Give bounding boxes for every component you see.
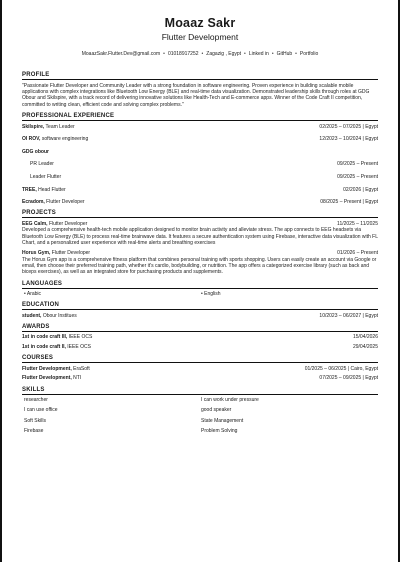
award-date: 15/04/2026 bbox=[352, 334, 378, 341]
location: Zagazig , Egypt bbox=[206, 51, 242, 57]
award-item bbox=[22, 334, 378, 340]
org-name: OI ROV, bbox=[22, 136, 41, 143]
bullet-separator: • bbox=[295, 51, 297, 57]
institution: Obour Institues bbox=[41, 312, 77, 319]
award-issuer: IEEE OCS bbox=[67, 334, 93, 341]
date-range: 12/2023 – 10/2024 | Egypt bbox=[319, 136, 378, 143]
skill-item: Firebase bbox=[24, 427, 44, 434]
skill-item: State Management bbox=[201, 417, 244, 424]
date-range: 08/2025 – Present | Egypt bbox=[320, 199, 378, 206]
experience-item bbox=[22, 136, 378, 142]
date-range: 02/2026 | Egypt bbox=[343, 186, 378, 193]
profile-summary: "Passionate Flutter Developer and Community Leader with a strong foundation in software engineering. Proven experience in building scalable mobile applications with complex integrations like Bluetooth Low Energy (BLE) and real-time data visualization. Demonstrated leadership skills through roles at GDG Obour and Skilspire, with a track record of delivering innovative solutions like Health-Tech and E-commerce apps. Winner of the Code Craft II competition, committed to writing clean, efficient code and solving complex problems." bbox=[22, 82, 370, 108]
job-role: software engineering bbox=[40, 136, 89, 143]
experience-item bbox=[22, 124, 378, 130]
project-description: The Horus Gym app is a comprehensive fitness platform that combines personal training with sports shopping. Users can easily create an account via Google or email, then choose their preferred training path, whether it's cardio, bodybuilding, or nutrition. The app offers a categorized exercise library (such as back and biceps exercises), as well as an integrated store for purchasing products and supplements. bbox=[22, 256, 377, 276]
contact-line bbox=[2, 51, 398, 57]
projects-section bbox=[22, 210, 378, 275]
skills-section bbox=[22, 387, 378, 434]
skills-list bbox=[22, 397, 378, 434]
job-role: PR Leader bbox=[30, 161, 54, 168]
phone-number: 01018917252 bbox=[167, 51, 199, 57]
email-link[interactable]: MoaazSakr.Flutter.Dev@gmail.com bbox=[81, 51, 161, 57]
date-range: 07/2025 – 09/2025 | Egypt bbox=[319, 375, 378, 382]
date-range: 01/2025 – 06/2025 | Cairo, Egypt bbox=[304, 365, 378, 372]
section-heading: LANGUAGES bbox=[22, 281, 378, 289]
bullet-separator: • bbox=[201, 51, 204, 57]
courses-section bbox=[22, 355, 378, 381]
date-range: 11/2025 – 11/2025 bbox=[337, 220, 378, 227]
degree: student, bbox=[22, 312, 42, 319]
project-role: Flutter Developer bbox=[50, 250, 91, 257]
skill-item: I can use office bbox=[24, 407, 58, 414]
project-role: Flutter Developer bbox=[47, 220, 88, 227]
profile-section bbox=[22, 72, 378, 108]
org-name: Ecradom, bbox=[22, 199, 45, 206]
linkedin-link[interactable]: Linked in bbox=[248, 51, 269, 57]
org-name: TREE, bbox=[22, 186, 37, 193]
award-name: 1st in code craft II, bbox=[22, 344, 66, 351]
job-role: Flutter Developer bbox=[44, 199, 85, 206]
skill-item: I can work under pressure bbox=[201, 397, 259, 404]
awards-section bbox=[22, 324, 378, 350]
portfolio-link[interactable]: Portfolio bbox=[299, 51, 319, 57]
resume-header bbox=[2, 0, 398, 57]
org-name: GDG obour bbox=[22, 148, 49, 155]
date-range: 09/2025 – Present bbox=[337, 161, 378, 168]
experience-subitem bbox=[22, 174, 378, 180]
course-item bbox=[22, 375, 378, 381]
language-list bbox=[22, 291, 378, 297]
section-heading: PROFILE bbox=[22, 72, 378, 80]
section-heading: AWARDS bbox=[22, 324, 378, 332]
project-description: Developed a comprehensive health-tech mobile application designed to monitor brain activity and alleviate stress. The app connects to EEG headsets via Bluetooth Low Energy (BLE) to process real-time brainwave data. It features a secure authentication system using Firebase, interactive data visualization with FL Chart, and a personalized user experience with real-time alerts and breathing exercises bbox=[22, 227, 378, 246]
course-name: Flutter Development, bbox=[22, 375, 72, 382]
skill-item: researcher bbox=[24, 397, 48, 404]
skill-item: Soft Skills bbox=[24, 417, 46, 424]
bullet-separator: • bbox=[271, 51, 274, 57]
education-section bbox=[22, 302, 378, 319]
org-name: Skilspire, bbox=[22, 123, 45, 130]
experience-item bbox=[22, 199, 378, 205]
experience-subitem bbox=[22, 161, 378, 167]
experience-item bbox=[22, 187, 378, 193]
skill-item: Problem Solving bbox=[201, 427, 238, 434]
bullet-separator: • bbox=[163, 51, 165, 57]
language-item: • English bbox=[201, 291, 221, 298]
date-range: 10/2023 – 06/2027 | Egypt bbox=[319, 312, 378, 319]
experience-section bbox=[22, 113, 378, 205]
job-role: Head Flutter bbox=[36, 186, 66, 193]
section-heading: PROJECTS bbox=[22, 210, 378, 218]
language-item: • Arabic bbox=[24, 291, 42, 298]
languages-section bbox=[22, 281, 378, 298]
candidate-name: Moaaz Sakr bbox=[164, 16, 236, 30]
section-heading: COURSES bbox=[22, 355, 378, 363]
job-role: Leader Flutter bbox=[30, 174, 62, 180]
date-range: 09/2025 – Present bbox=[337, 174, 378, 180]
project-name: Horus Gym, bbox=[22, 250, 51, 257]
date-range: 02/2025 – 07/2025 | Egypt bbox=[319, 123, 378, 130]
project-name: EEG Calm, bbox=[22, 220, 48, 227]
job-role: Team Leader bbox=[44, 123, 75, 130]
experience-item bbox=[22, 149, 378, 155]
github-link[interactable]: GitHub bbox=[276, 51, 293, 57]
skill-item: good speaker bbox=[201, 407, 232, 414]
bullet-separator: • bbox=[244, 51, 246, 57]
award-date: 29/04/2025 bbox=[352, 344, 378, 351]
date-range: 01/2026 – Present bbox=[337, 250, 378, 257]
section-heading: SKILLS bbox=[22, 387, 378, 395]
award-issuer: IEEE OCS bbox=[65, 344, 91, 351]
course-item bbox=[22, 366, 378, 372]
resume-content bbox=[22, 72, 378, 439]
candidate-role: Flutter Development bbox=[161, 32, 239, 42]
course-name: Flutter Development, bbox=[22, 365, 72, 372]
award-item bbox=[22, 344, 378, 350]
course-provider: NTI bbox=[71, 375, 82, 382]
award-name: 1st in code craft III, bbox=[22, 334, 68, 341]
course-provider: EraSoft bbox=[71, 365, 90, 372]
education-item bbox=[22, 313, 378, 319]
section-heading: PROFESSIONAL EXPERIENCE bbox=[22, 113, 378, 121]
section-heading: EDUCATION bbox=[22, 302, 378, 310]
